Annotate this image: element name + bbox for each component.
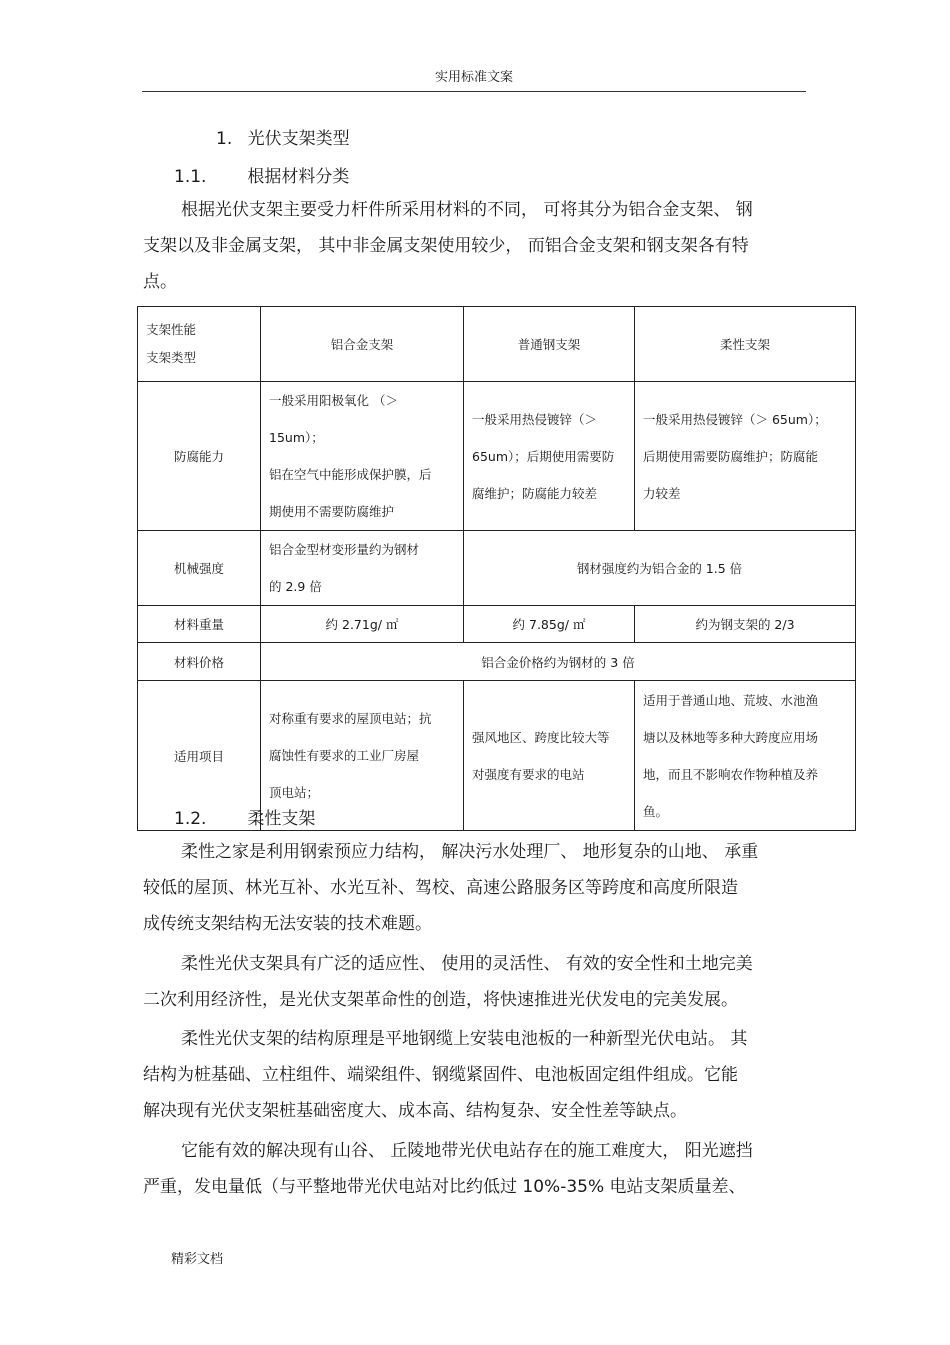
- section-heading-1-1: [174, 162, 349, 187]
- section-number: 1.2.: [174, 809, 207, 829]
- paragraph-flexible-benefits: [143, 1133, 807, 1205]
- table-cell: [261, 382, 464, 531]
- paragraph-line: 解决现有光伏支架桩基础密度大、成本高、结构复杂、安全性差等缺点。: [143, 1101, 687, 1121]
- cell-line: 一般采用热侵镀锌（＞ 65um）；: [643, 411, 827, 427]
- section-number: 1.: [216, 129, 233, 149]
- row-label: 机械强度: [138, 531, 261, 606]
- page-header: 实用标准文案: [434, 70, 513, 85]
- cell-line: 力较差: [643, 485, 681, 501]
- column-header-aluminum: 铝合金支架: [261, 307, 464, 382]
- table-cell: 约 2.71g/ ㎡: [261, 606, 464, 643]
- paragraph-material-classification: [143, 192, 807, 300]
- cell-line: 顶电站；: [269, 785, 320, 800]
- table-cell: [635, 681, 856, 831]
- cell-line: 对强度有要求的电站: [472, 766, 585, 782]
- cell-line: 一般采用阳极氧化 （＞ 15um）；: [269, 393, 398, 445]
- table-cell: 约为钢支架的 2/3: [635, 606, 856, 643]
- table-cell: [635, 382, 856, 531]
- table-cell: [464, 681, 635, 831]
- cell-line: 期使用不需要防腐维护: [269, 504, 395, 519]
- cell-line: 铝合金型材变形量约为钢材: [269, 542, 420, 557]
- table-row-corrosion: [138, 382, 856, 531]
- cell-line: 地，而且不影响农作物种植及养: [643, 766, 819, 782]
- corner-label-type: 支架类型: [146, 350, 197, 365]
- cell-line: 塘以及林地等多种大跨度应用场: [643, 729, 819, 745]
- cell-line: 一般采用热侵镀锌（＞: [472, 411, 598, 427]
- cell-line: 铝在空气中能形成保护膜，后: [269, 467, 432, 482]
- paragraph-line: 柔性光伏支架的结构原理是平地钢缆上安装电池板的一种新型光伏电站。 其: [181, 1029, 748, 1049]
- section-heading-1-2: [174, 804, 315, 829]
- cell-line: 后期使用需要防腐维护；防腐能: [643, 448, 819, 464]
- page-footer: 精彩文档: [171, 1252, 224, 1267]
- table-corner-cell: [138, 307, 261, 382]
- cell-line: 对称重有要求的屋顶电站；抗: [269, 711, 432, 726]
- table-cell: [464, 382, 635, 531]
- corner-label-performance: 支架性能: [146, 322, 197, 337]
- table-cell-merged: 铝合金价格约为钢材的 3 倍: [261, 643, 856, 681]
- cell-line: 腐维护；防腐能力较差: [472, 485, 598, 501]
- cell-line: 65um）；后期使用需要防: [472, 448, 615, 464]
- paragraph-line: 成传统支架结构无法安装的技术难题。: [143, 914, 432, 934]
- table-row-weight: [138, 606, 856, 643]
- paragraph-line: 二次利用经济性，是光伏支架革命性的创造，将快速推进光伏发电的完美发展。: [143, 990, 738, 1010]
- paragraph-line: 柔性之家是利用钢索预应力结构， 解决污水处理厂、 地形复杂的山地、 承重: [181, 842, 759, 862]
- section-heading-1: [216, 124, 350, 149]
- paragraph-flexible-structure: [143, 1021, 807, 1129]
- paragraph-flexible-intro: [143, 834, 807, 942]
- cell-line: 强风地区、跨度比较大等: [472, 729, 610, 745]
- section-title: 光伏支架类型: [247, 129, 350, 149]
- cell-line: 鱼。: [643, 803, 669, 819]
- table-cell: 约 7.85g/ ㎡: [464, 606, 635, 643]
- paragraph-line: 较低的屋顶、林光互补、水光互补、驾校、高速公路服务区等跨度和高度所限造: [143, 878, 738, 898]
- table-header-row: [138, 307, 856, 382]
- row-label: 适用项目: [138, 681, 261, 831]
- paragraph-line: 结构为桩基础、立柱组件、端梁组件、钢缆紧固件、电池板固定组件组成。它能: [143, 1065, 738, 1085]
- cell-line: 腐蚀性有要求的工业厂房屋: [269, 748, 420, 763]
- bracket-comparison-table: [137, 306, 856, 831]
- paragraph-line: 它能有效的解决现有山谷、 丘陵地带光伏电站存在的施工难度大， 阳光遮挡: [181, 1141, 753, 1161]
- row-label: 材料重量: [138, 606, 261, 643]
- cell-line: 的 2.9 倍: [269, 579, 322, 594]
- section-title: 柔性支架: [247, 809, 316, 829]
- row-label: 防腐能力: [138, 382, 261, 531]
- row-label: 材料价格: [138, 643, 261, 681]
- table-cell: [261, 531, 464, 606]
- column-header-steel: 普通钢支架: [464, 307, 635, 382]
- section-number: 1.1.: [174, 167, 207, 187]
- table-row-strength: [138, 531, 856, 606]
- paragraph-line: 柔性光伏支架具有广泛的适应性、 使用的灵活性、 有效的安全性和土地完美: [181, 954, 753, 974]
- paragraph-flexible-advantages: [143, 946, 807, 1018]
- paragraph-line: 根据光伏支架主要受力杆件所采用材料的不同， 可将其分为铝合金支架、 钢: [181, 200, 753, 220]
- table-cell-merged: 钢材强度约为铝合金的 1.5 倍: [464, 531, 856, 606]
- paragraph-line: 支架以及非金属支架， 其中非金属支架使用较少， 而铝合金支架和钢支架各有特: [143, 236, 749, 256]
- table-row-price: [138, 643, 856, 681]
- paragraph-line: 严重，发电量低（与平整地带光伏电站对比约低过 10%-35% 电站支架质量差、: [143, 1177, 746, 1197]
- header-divider: [142, 91, 806, 92]
- paragraph-line: 点。: [143, 272, 177, 292]
- column-header-flexible: 柔性支架: [635, 307, 856, 382]
- section-title: 根据材料分类: [247, 167, 350, 187]
- cell-line: 适用于普通山地、荒坡、水池渔: [643, 692, 819, 708]
